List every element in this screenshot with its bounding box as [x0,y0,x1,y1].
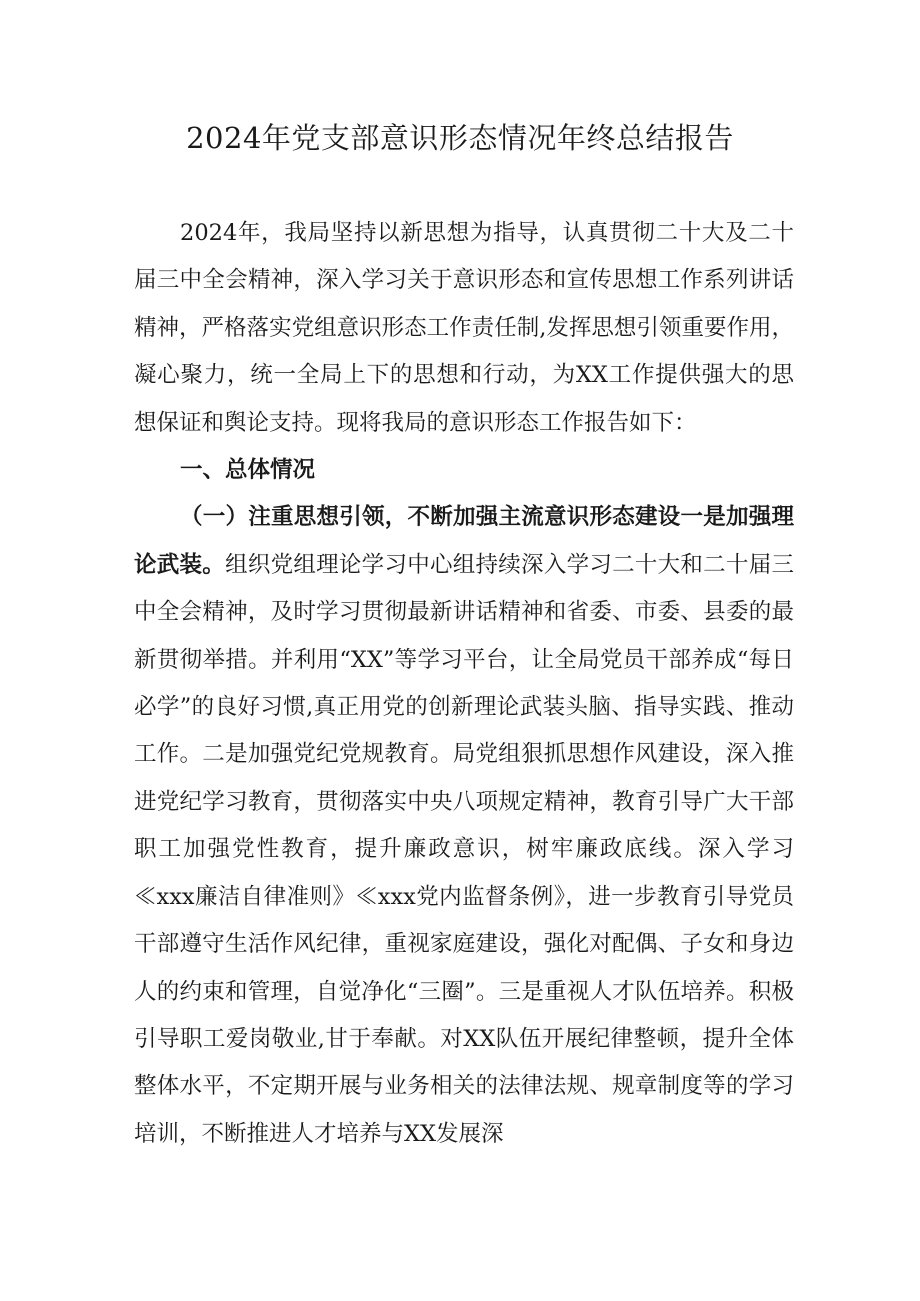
intro-paragraph: 2024年，我局坚持以新思想为指导，认真贯彻二十大及二十届三中全会精神，深入学习关于意识形态和宣传思想工作系列讲话精神，严格落实党组意识形态工作责任制,发挥思想引领重要作用，凝心聚力，统一全局上下的思想和行动，为XX工作提供强大的思想保证和舆论支持。现将我局的意识形态工作报告如下： [134,220,794,436]
point-one-lead: 一是加强理论武装。 [134,504,794,578]
document-title: 2024年党支部意识形态情况年终总结报告 [186,121,734,155]
subsection-body: 组织党组理论学习中心组持续深入学习二十大和二十届三中全会精神，及时学习贯彻最新讲话精神和省委、市委、县委的最新贯彻举措。并利用“XX”等学习平台，让全局党员干部养成“每日必学”的良好习惯,真正用党的创新理论武装头脑、指导实践、推动工作。二是加强党纪党规教育。局党组狠抓思想作风建设，深入推进党纪学习教育，贯彻落实中央八项规定精神，教育引导广大干部职工加强党性教育，提升廉政意识，树牢廉政底线。深入学习≪xxx廉洁自律准则》≪xxx党内监督条例》，进一步教育引导党员干部遵守生活作风纪律，重视家庭建设，强化对配偶、子女和身边人的约束和管理，自觉净化“三圈”。三是重视人才队伍培养。积极引导职工爱岗敬业,甘于奉献。对XX队伍开展纪律整顿，提升全体整体水平，不定期开展与业务相关的法律法规、规章制度等的学习培训，不断推进人才培养与XX发展深 [134,551,794,1147]
subsection-heading: （一）注重思想引领，不断加强主流意识形态建设 [180,504,681,531]
subsection-paragraph [134,494,794,1158]
section-heading-overall: 一、总体情况 [180,457,316,484]
document-body [134,210,794,1158]
